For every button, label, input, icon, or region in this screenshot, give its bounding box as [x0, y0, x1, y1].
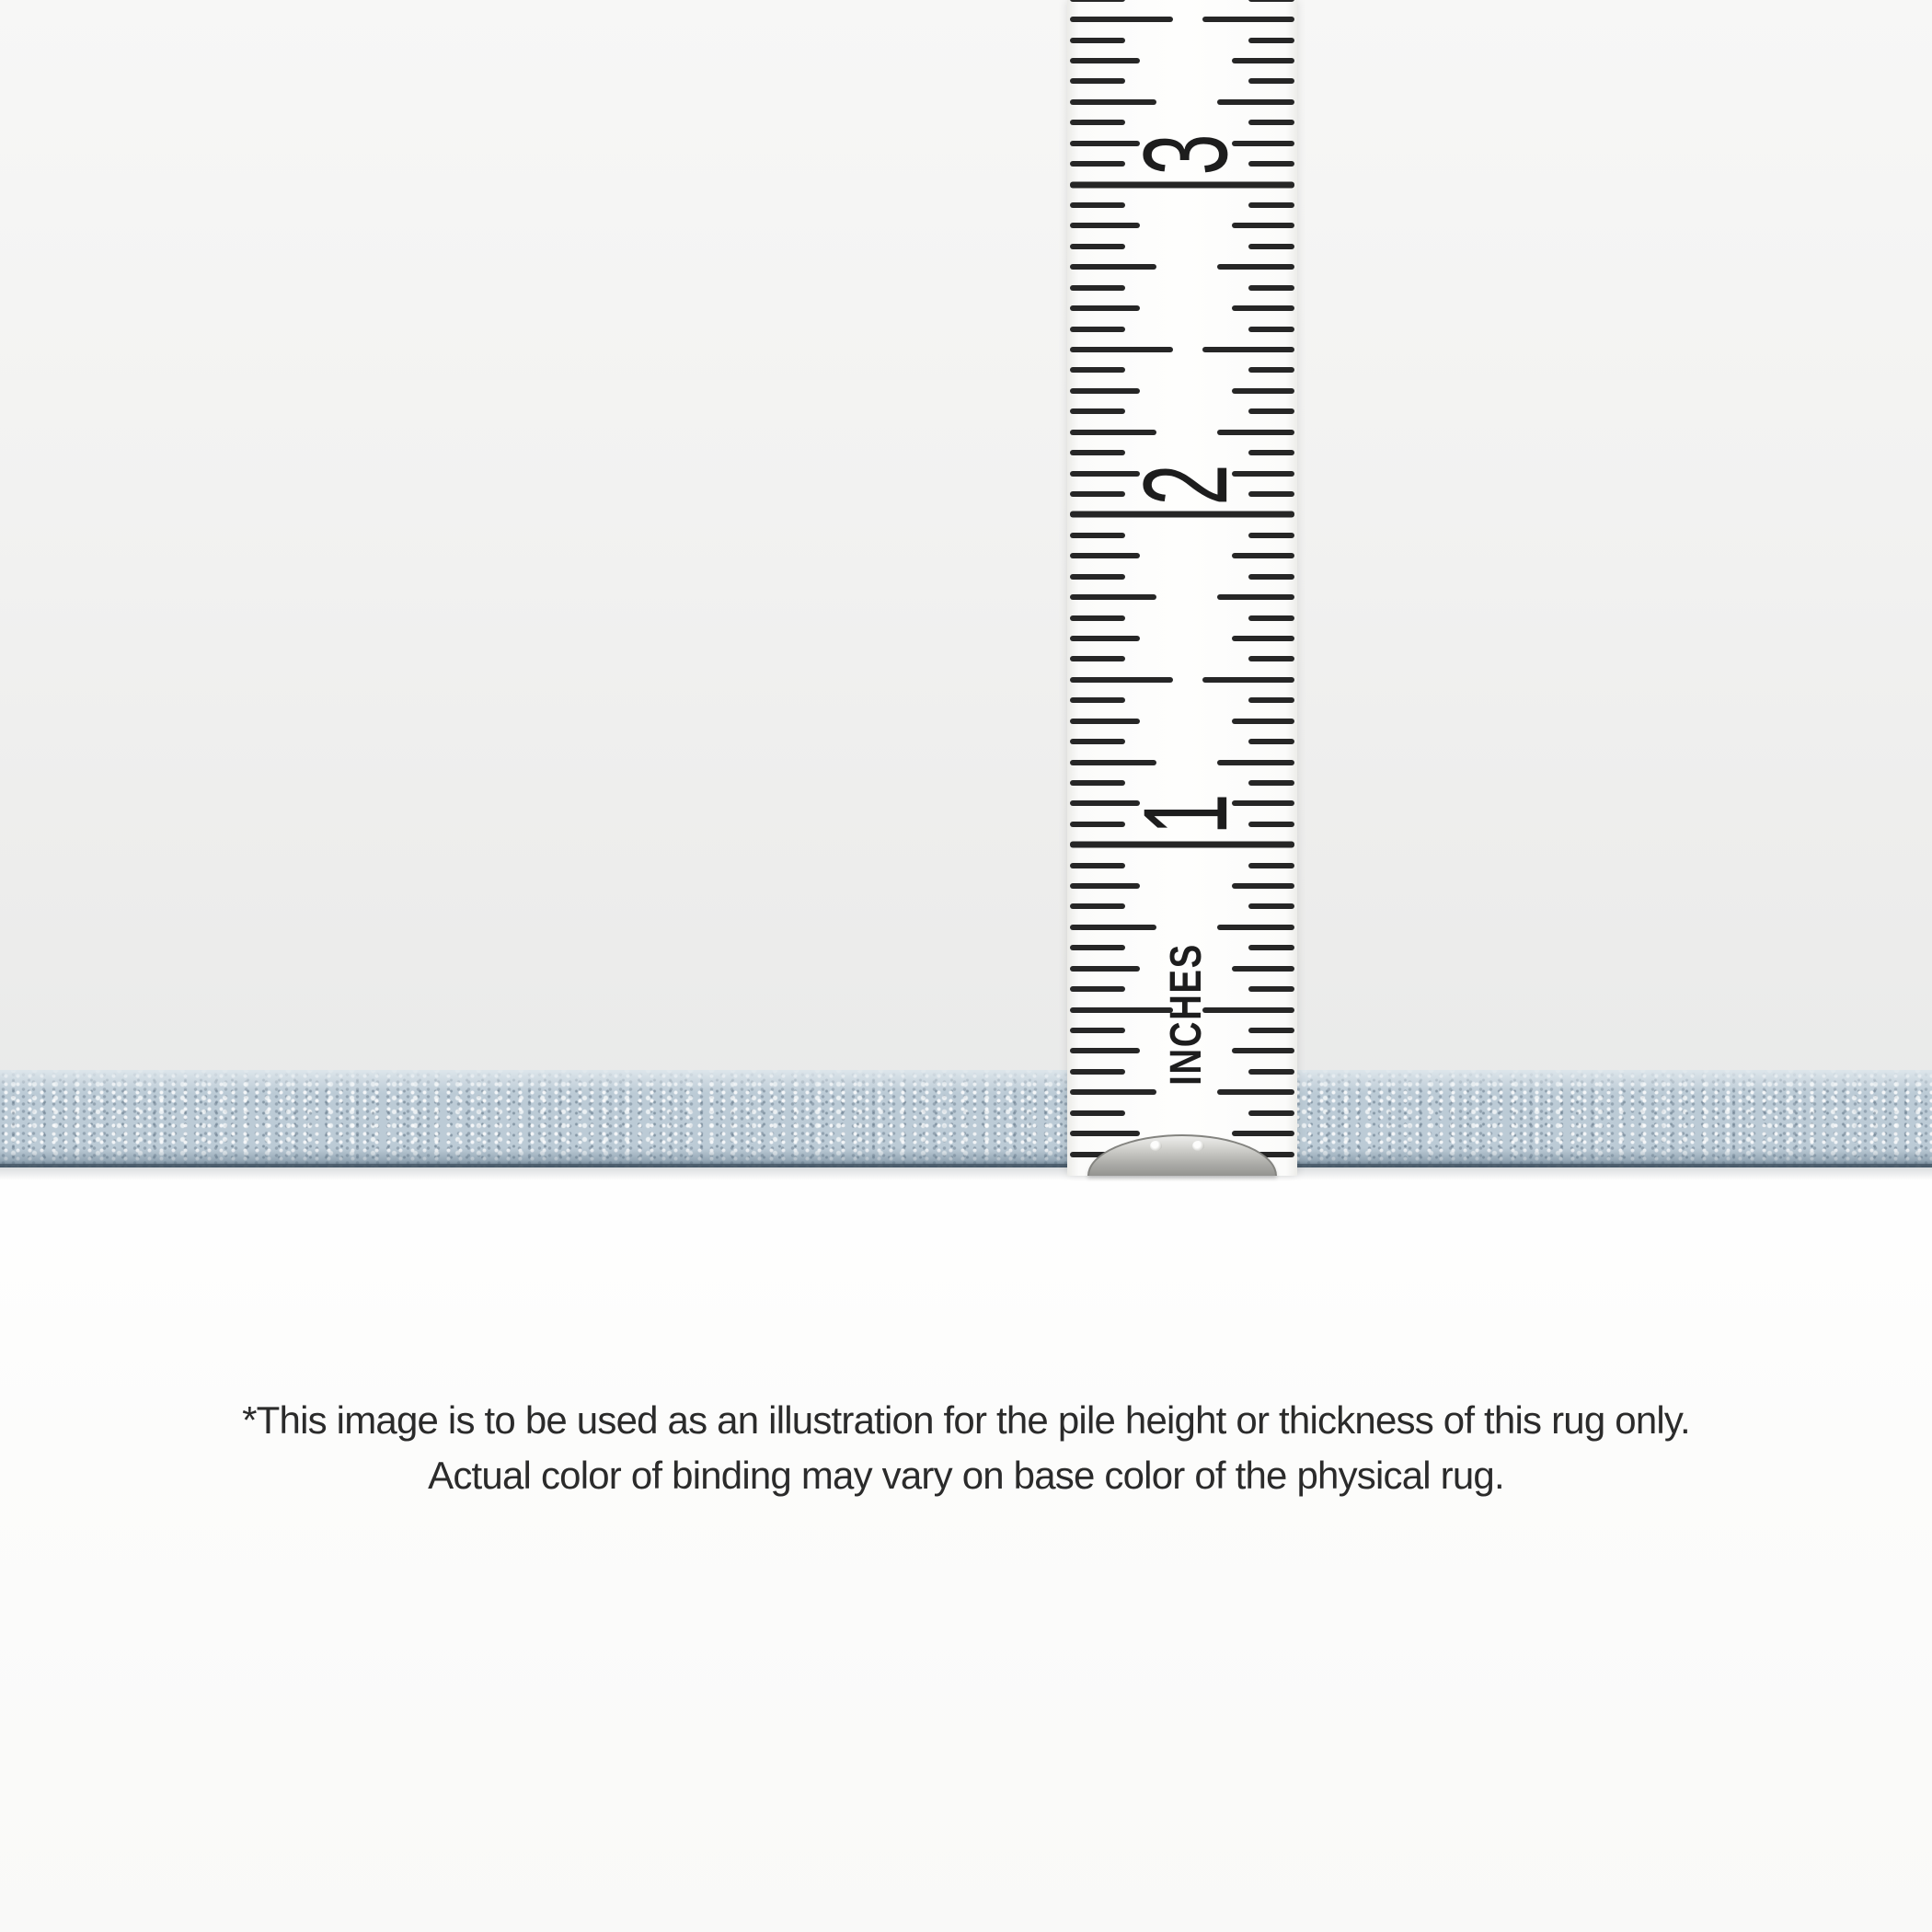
ruler-tick-right	[1232, 966, 1294, 972]
ruler-tick-right	[1248, 285, 1294, 291]
ruler-tick-right	[1248, 903, 1294, 909]
ruler-tick-left	[1070, 347, 1173, 352]
ruler-tick-left	[1070, 367, 1125, 373]
ruler-tick-left	[1070, 0, 1125, 2]
ruler-tick-left	[1070, 1028, 1125, 1033]
ruler-tick-right	[1217, 760, 1294, 765]
ruler-tick-right	[1248, 1069, 1294, 1075]
ruler-tick-left	[1070, 1069, 1125, 1075]
ruler-tick-right	[1217, 1089, 1294, 1095]
ruler-tick-right	[1248, 1028, 1294, 1033]
ruler-tick-left	[1070, 17, 1173, 22]
ruler-tick-left	[1070, 78, 1125, 84]
ruler-tick-right	[1248, 780, 1294, 786]
ruler-tick-right	[1248, 327, 1294, 332]
ruler-tick-right	[1232, 223, 1294, 228]
ruler-tick-left	[1070, 1131, 1140, 1136]
ruler-tick-right	[1248, 945, 1294, 950]
ruler-tick-left	[1070, 719, 1140, 724]
caption-line-1: *This image is to be used as an illustration for the pile height or thickness of this rug only.	[242, 1398, 1690, 1442]
ruler-tick-left	[1070, 945, 1125, 950]
ruler-tick-left	[1070, 903, 1125, 909]
rug-cross-section	[0, 1070, 1932, 1167]
ruler-tick-left	[1070, 285, 1125, 291]
ruler-tick-left	[1070, 1048, 1140, 1053]
ruler-tick-right	[1248, 1110, 1294, 1116]
rug-shadow	[0, 1167, 1932, 1180]
ruler-tick-left	[1070, 986, 1125, 992]
ruler-tick-right	[1217, 925, 1294, 930]
caption-line-2: Actual color of binding may vary on base color of the physical rug.	[428, 1454, 1504, 1497]
ruler-tick-left	[1070, 1089, 1156, 1095]
ruler-tick-right	[1248, 574, 1294, 580]
ruler-tick-left	[1070, 925, 1156, 930]
ruler-tick-right	[1248, 656, 1294, 661]
ruler-tick-left	[1070, 202, 1125, 208]
ruler-tick-right	[1248, 0, 1294, 2]
ruler-tick-left	[1070, 305, 1140, 311]
ruler-tick-left	[1070, 430, 1156, 435]
ruler-tick-left	[1070, 533, 1125, 538]
ruler-inch-line	[1070, 181, 1294, 188]
clip-rivet	[1192, 1141, 1204, 1151]
ruler-tick-left	[1070, 553, 1140, 558]
ruler-tick-right	[1248, 244, 1294, 249]
ruler-tick-right	[1232, 553, 1294, 558]
ruler-tick-right	[1202, 347, 1294, 352]
ruler-tick-left	[1070, 656, 1125, 661]
ruler-tick-left	[1070, 388, 1140, 394]
ruler-tick-right	[1248, 491, 1294, 497]
ruler-tick-left	[1070, 244, 1125, 249]
clip-rivet	[1150, 1141, 1162, 1151]
ruler-tick-left	[1070, 594, 1156, 600]
ruler-tick-right	[1232, 883, 1294, 889]
ruler-tick-right	[1248, 202, 1294, 208]
ruler-tick-left	[1070, 883, 1140, 889]
ruler-tick-right	[1202, 1007, 1294, 1013]
ruler-tick-left	[1070, 408, 1125, 414]
ruler-tick-right	[1217, 264, 1294, 270]
ruler-tick-right	[1217, 594, 1294, 600]
ruler-tick-left	[1070, 760, 1156, 765]
ruler-tick-right	[1248, 78, 1294, 84]
ruler-tick-left	[1070, 739, 1125, 744]
ruler-tick-right	[1248, 615, 1294, 621]
ruler-tick-left	[1070, 863, 1125, 868]
ruler-tick-left	[1070, 38, 1125, 43]
ruler-tick-right	[1248, 739, 1294, 744]
ruler-tick-right	[1248, 450, 1294, 455]
ruler-tick-right	[1248, 986, 1294, 992]
ruler-tick-left	[1070, 99, 1156, 105]
floor-surface	[0, 1118, 1932, 1932]
ruler-inch-line	[1070, 512, 1294, 518]
ruler-tick-right	[1217, 99, 1294, 105]
ruler-tick-right	[1248, 822, 1294, 827]
disclaimer-caption	[0, 1393, 1932, 1503]
ruler-tick-right	[1202, 677, 1294, 683]
ruler-tick-right	[1232, 388, 1294, 394]
ruler-tick-left	[1070, 120, 1125, 125]
ruler-tick-right	[1232, 305, 1294, 311]
ruler-tick-left	[1070, 574, 1125, 580]
ruler-tick-right	[1232, 719, 1294, 724]
ruler-tick-left	[1070, 450, 1125, 455]
ruler-tick-right	[1232, 1048, 1294, 1053]
ruler-inch-line	[1070, 842, 1294, 848]
ruler-tick-left	[1070, 697, 1125, 703]
ruler-tick-right	[1248, 533, 1294, 538]
ruler-tick-left	[1070, 1110, 1125, 1116]
ruler-tick-left	[1070, 636, 1140, 641]
ruler-tick-right	[1232, 58, 1294, 63]
ruler-tick-left	[1070, 264, 1156, 270]
ruler-tick-left	[1070, 615, 1125, 621]
ruler-tick-right	[1202, 17, 1294, 22]
ruler-tick-right	[1248, 408, 1294, 414]
ruler-tick-right	[1232, 636, 1294, 641]
ruler-tick-left	[1070, 677, 1173, 683]
ruler-tick-left	[1070, 966, 1140, 972]
ruler-tick-left	[1070, 223, 1140, 228]
ruler-tick-right	[1248, 367, 1294, 373]
ruler-tick-right	[1248, 38, 1294, 43]
ruler-tick-right	[1248, 120, 1294, 125]
ruler-tick-right	[1248, 697, 1294, 703]
ruler-tick-left	[1070, 1007, 1173, 1013]
ruler-tick-right	[1248, 863, 1294, 868]
rug-pile-height-photo: 3 2 1 INCHES *This image is to be used as an illustration for the pile height or thickness of this rug only. Actual color of binding may vary on base color of the physical rug.	[0, 0, 1932, 1932]
ruler-tick-right	[1217, 430, 1294, 435]
ruler-tick-left	[1070, 58, 1140, 63]
ruler-tick-right	[1232, 1131, 1294, 1136]
ruler-tick-left	[1070, 780, 1125, 786]
ruler-tick-right	[1248, 161, 1294, 167]
ruler-tick-left	[1070, 327, 1125, 332]
